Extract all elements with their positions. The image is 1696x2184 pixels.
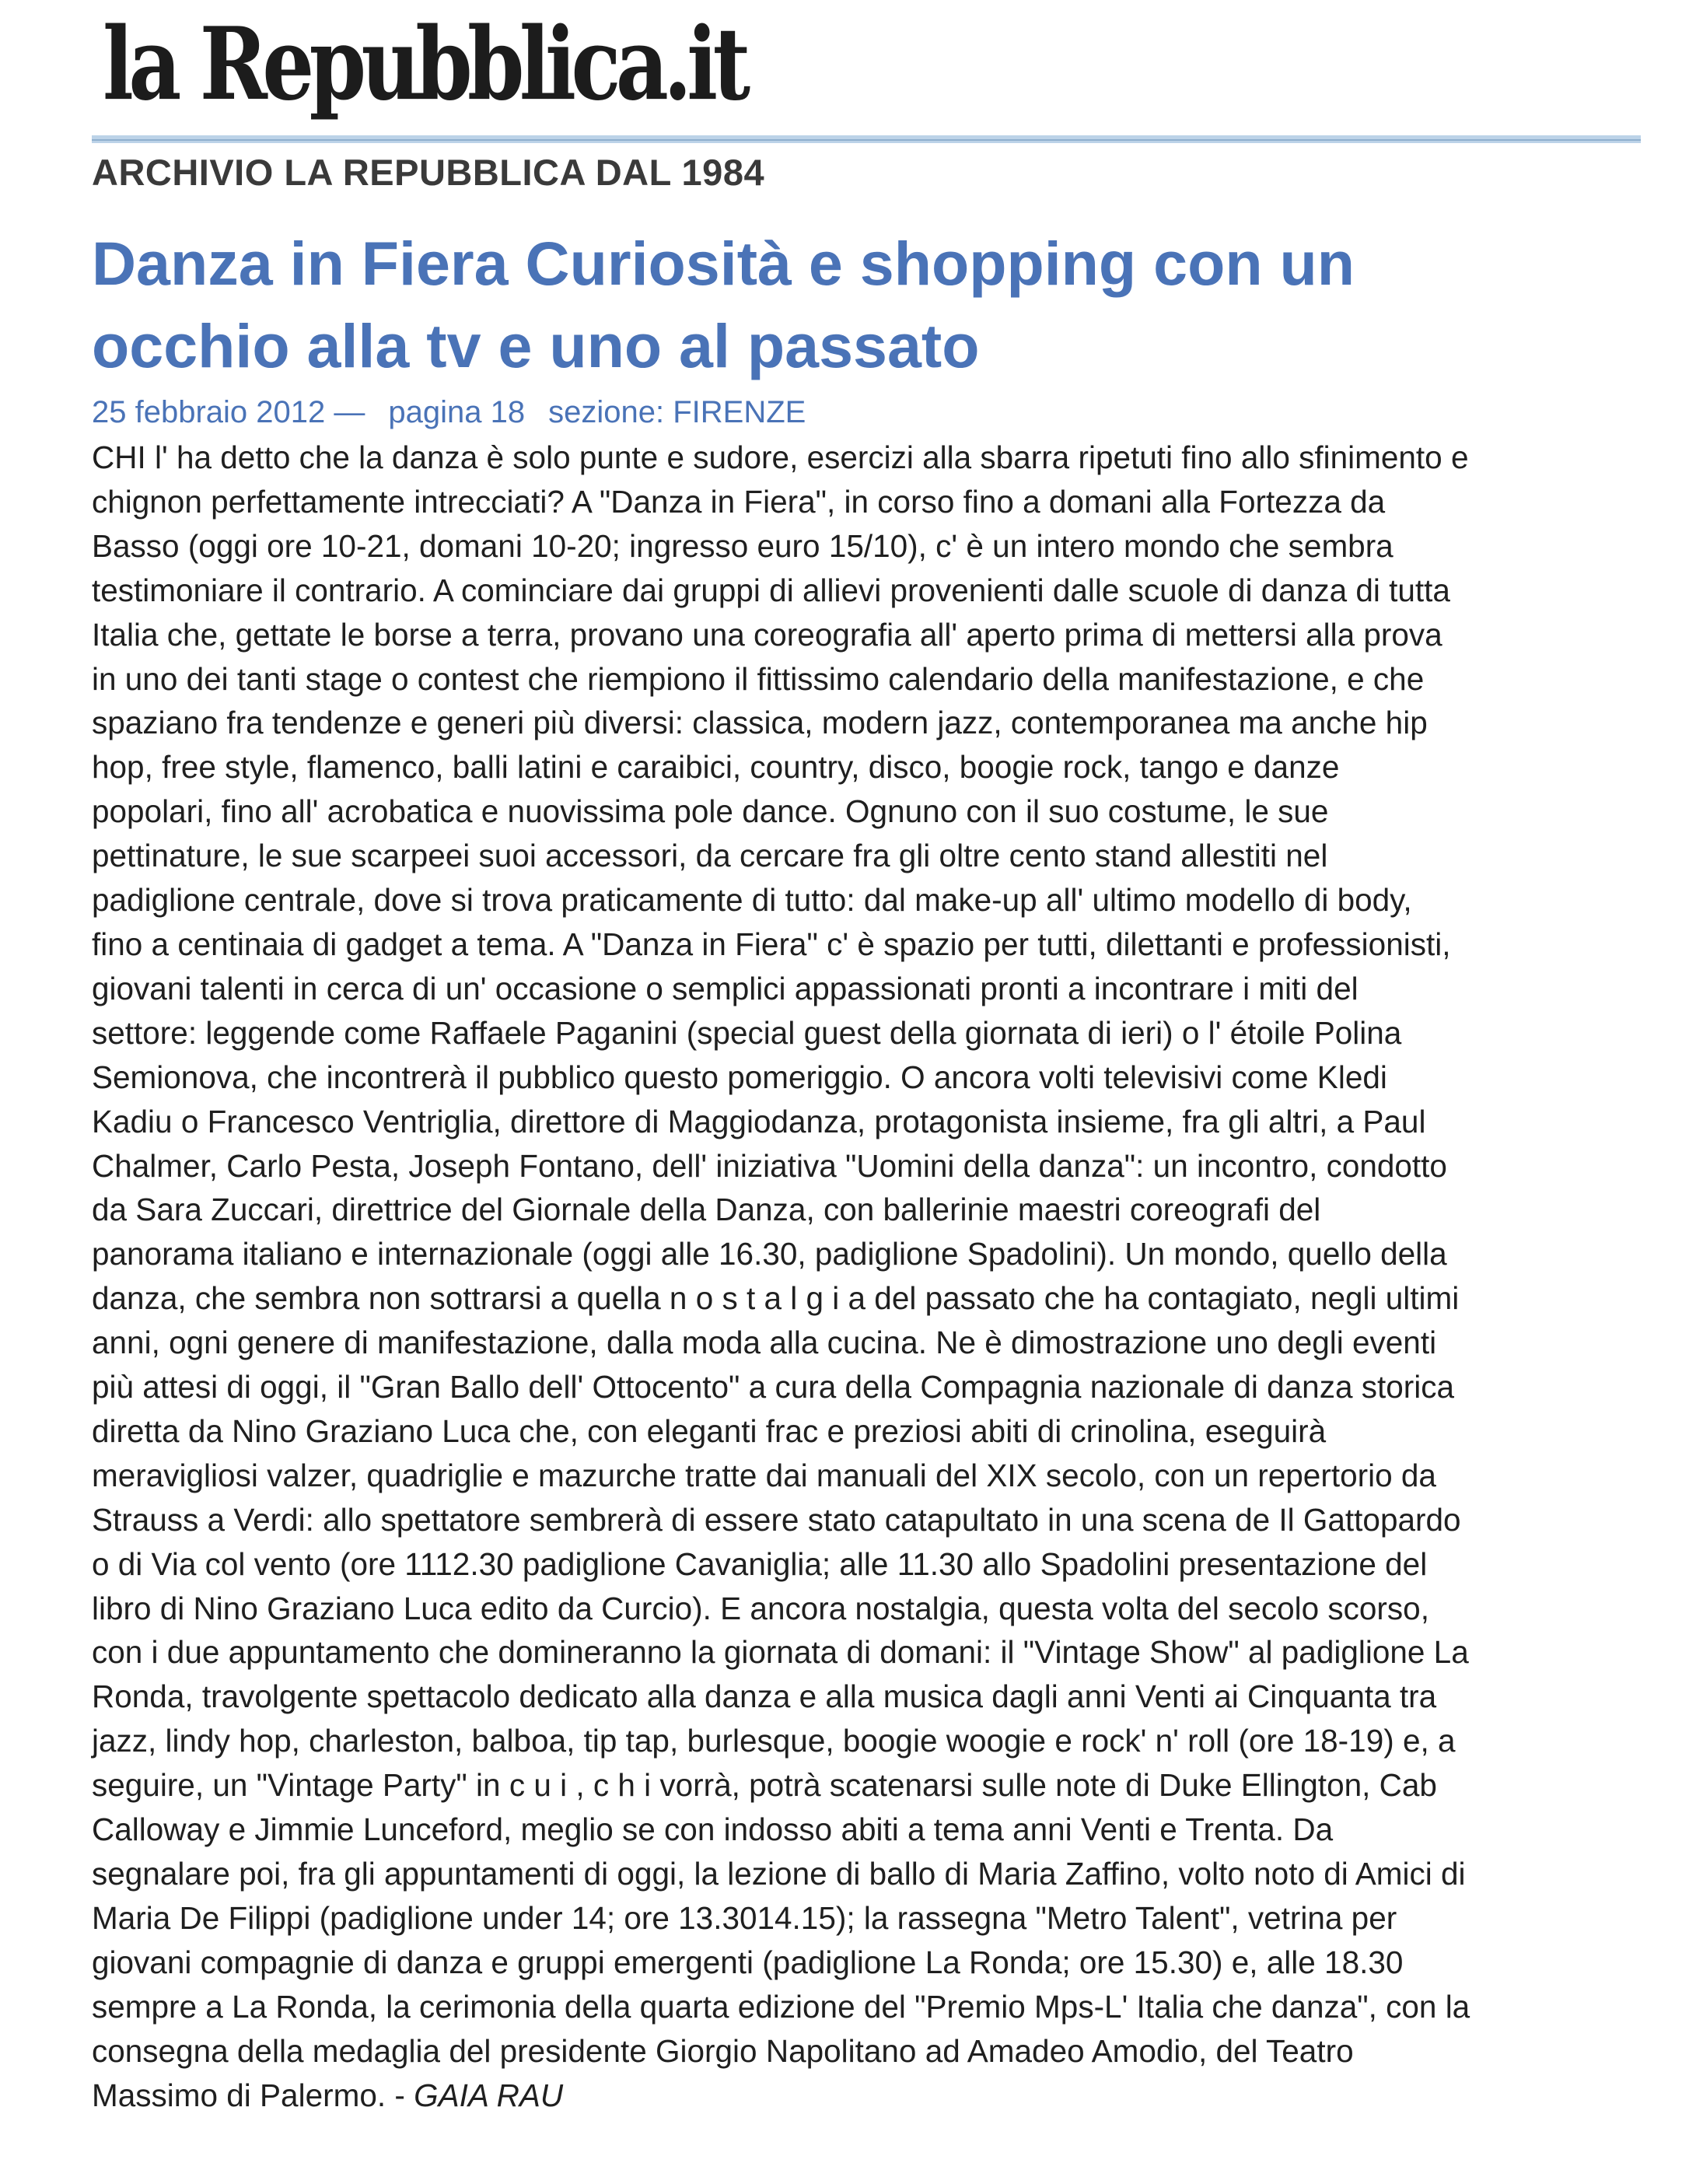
headline-line: Danza in Fiera Curiosità e shopping con un <box>92 229 1355 298</box>
body-line: testimoniare il contrario. A cominciare dai gruppi di allievi provenienti dalle scuole di danza di tutta <box>92 572 1450 608</box>
body-line: giovani compagnie di danza e gruppi emergenti (padiglione La Ronda; ore 15.30) e, alle 18.30 <box>92 1944 1404 1980</box>
body-line: danza, che sembra non sottrarsi a quella n o s t a l g i a del passato che ha contagiato, negli ultimi <box>92 1280 1460 1317</box>
body-line: panorama italiano e internazionale (oggi alle 16.30, padiglione Spadolini). Un mondo, quello della <box>92 1236 1447 1272</box>
body-line: Kadiu o Francesco Ventriglia, direttore di Maggiodanza, protagonista insieme, fra gli altri, a Paul <box>92 1103 1426 1139</box>
body-line: più attesi di oggi, il "Gran Ballo dell' Ottocento" a cura della Compagnia nazionale di danza storica <box>92 1369 1455 1405</box>
headline-line: occhio alla tv e uno al passato <box>92 311 980 380</box>
body-line: Chalmer, Carlo Pesta, Joseph Fontano, dell' iniziativa "Uomini della danza": un incontro, condotto <box>92 1147 1447 1184</box>
body-line: hop, free style, flamenco, balli latini e caraibici, country, disco, boogie rock, tango e danze <box>92 749 1340 786</box>
body-line: libro di Nino Graziano Luca edito da Curcio). E ancora nostalgia, questa volta del secolo scorso, <box>92 1590 1429 1626</box>
body-line: settore: leggende come Raffaele Paganini (special guest della giornata di ieri) o l' étoile Polina <box>92 1014 1402 1051</box>
body-line: Basso (oggi ore 10-21, domani 10-20; ingresso euro 15/10), c' è un intero mondo che sembra <box>92 527 1394 564</box>
article-headline <box>92 222 1647 387</box>
body-last-text: Massimo di Palermo. - <box>92 2077 414 2113</box>
body-line: Calloway e Jimmie Lunceford, meglio se con indosso abiti a tema anni Venti e Trenta. Da <box>92 1811 1334 1848</box>
article-body <box>92 436 1670 2117</box>
body-line: chignon perfettamente intrecciati? A "Danza in Fiera", in corso fino a domani alla Fortezza da <box>92 483 1386 520</box>
body-line: Ronda, travolgente spettacolo dedicato alla danza e alla musica dagli anni Venti ai Cinquanta tra <box>92 1678 1437 1715</box>
body-line: padiglione centrale, dove si trova praticamente di tutto: dal make-up all' ultimo modello di body, <box>92 882 1412 919</box>
masthead-logo: la Repubblica.it <box>103 6 746 123</box>
body-line: meravigliosi valzer, quadriglie e mazurche tratte dai manuali del XIX secolo, con un repertorio da <box>92 1457 1436 1493</box>
body-line: con i due appuntamento che domineranno la giornata di domani: il "Vintage Show" al padiglione La <box>92 1634 1469 1671</box>
article-page-number: pagina 18 <box>388 395 526 429</box>
body-line: jazz, lindy hop, charleston, balboa, tip tap, burlesque, boogie woogie e rock' n' roll (ore 18-19) e, a <box>92 1723 1456 1759</box>
article-section: sezione: FIRENZE <box>548 395 806 429</box>
body-line: pettinature, le sue scarpeei suoi accessori, da cercare fra gli oltre cento stand allestiti nel <box>92 838 1328 874</box>
body-line: popolari, fino all' acrobatica e nuovissima pole dance. Ognuno con il suo costume, le sue <box>92 793 1329 830</box>
body-line: anni, ogni genere di manifestazione, dalla moda alla cucina. Ne è dimostrazione uno degli eventi <box>92 1325 1437 1361</box>
body-line: fino a centinaia di gadget a tema. A "Danza in Fiera" c' è spazio per tutti, dilettanti e professionisti, <box>92 926 1451 962</box>
body-line: seguire, un "Vintage Party" in c u i , c h i vorrà, potrà scatenarsi sulle note di Duke Ellington, Cab <box>92 1767 1437 1804</box>
body-line: Maria De Filippi (padiglione under 14; ore 13.3014.15); la rassegna "Metro Talent", vetrina per <box>92 1899 1397 1936</box>
body-line: Semionova, che incontrerà il pubblico questo pomeriggio. O ancora volti televisivi come Kledi <box>92 1059 1387 1095</box>
body-line-last <box>92 2074 1670 2118</box>
article-author: GAIA RAU <box>414 2077 564 2113</box>
article-meta <box>92 391 806 433</box>
body-line: Italia che, gettate le borse a terra, provano una coreografia all' aperto prima di mettersi alla prova <box>92 616 1442 653</box>
body-line: spaziano fra tendenze e generi più diversi: classica, modern jazz, contemporanea ma anche hip <box>92 705 1428 741</box>
body-line: segnalare poi, fra gli appuntamenti di oggi, la lezione di ballo di Maria Zaffino, volto noto di Amici di <box>92 1856 1466 1892</box>
masthead-rule-line <box>92 139 1641 141</box>
body-line: Strauss a Verdi: allo spettatore sembrerà di essere stato catapultato in una scena de Il Gattopardo <box>92 1501 1461 1538</box>
archive-label: ARCHIVIO LA REPUBBLICA DAL 1984 <box>92 152 765 193</box>
article-date: 25 febbraio 2012 — <box>92 395 365 429</box>
body-line: giovani talenti in cerca di un' occasione o semplici appassionati pronti a incontrare i miti del <box>92 970 1359 1006</box>
body-line: o di Via col vento (ore 1112.30 padiglione Cavaniglia; alle 11.30 allo Spadolini presentazione del <box>92 1545 1428 1582</box>
body-line: consegna della medaglia del presidente Giorgio Napolitano ad Amadeo Amodio, del Teatro <box>92 2032 1354 2069</box>
body-line: da Sara Zuccari, direttrice del Giornale della Danza, con ballerinie maestri coreografi del <box>92 1192 1321 1228</box>
body-line: in uno dei tanti stage o contest che riempiono il fittissimo calendario della manifestazione, e che <box>92 660 1425 697</box>
body-line: CHI l' ha detto che la danza è solo punte e sudore, esercizi alla sbarra ripetuti fino allo sfinimento e <box>92 439 1469 475</box>
body-line: sempre a La Ronda, la cerimonia della quarta edizione del "Premio Mps-L' Italia che danza", con la <box>92 1988 1470 2025</box>
body-line: diretta da Nino Graziano Luca che, con eleganti frac e preziosi abiti di crinolina, eseguirà <box>92 1412 1327 1449</box>
